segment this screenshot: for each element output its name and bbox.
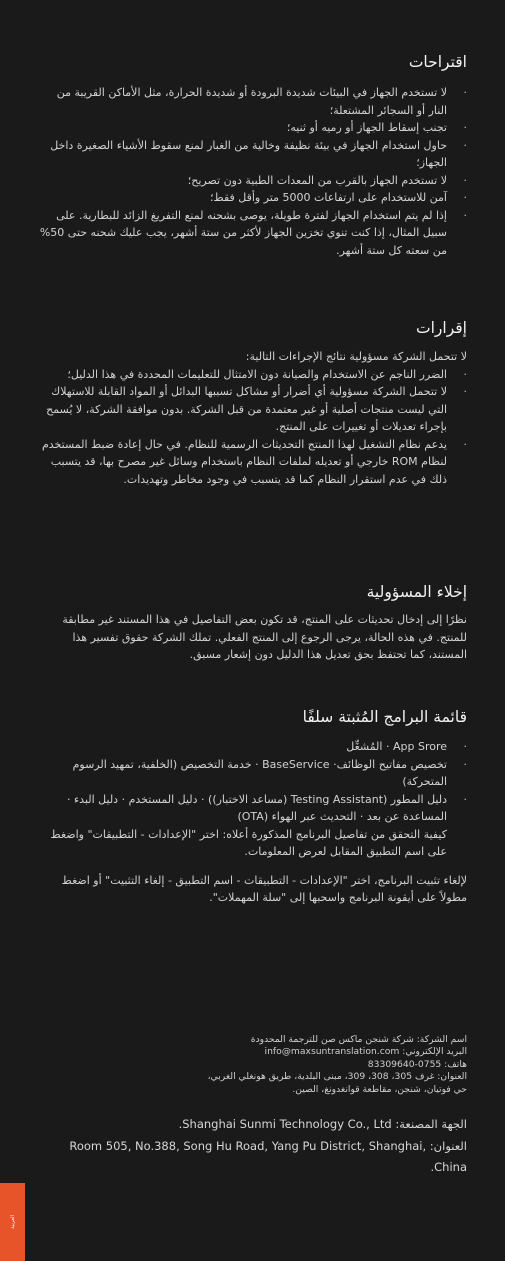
contact-block: [207, 1034, 467, 1096]
list-item: · الضرر الناجم عن الاستخدام والصيانة دون الامتثال للتعليمات المحددة في هذا الدليل؛: [67, 367, 467, 381]
disclaimer-text: نظرًا إلى إدخال تحديثات على المنتج، قد تكون بعض التفاصيل في هذا المستند غير مطابقة للمنتج. في هذه الحالة، يرجى الرجوع إلى المنتج الفعلي. تملك الشركة حقوق تفسير هذا المستند، كما تحتفظ بحق تعديل هذا الدليل دون إشعار مسبق.: [62, 613, 467, 661]
language-tab-label: العربية: [9, 1215, 16, 1229]
suggestions-section: [37, 51, 467, 259]
list-item: · لا تتحمل الشركة مسؤولية أي أضرار أو مشاكل تسببها البدائل أو المواد القابلة للاستهلاك التي ليست منتجات أصلية أو غير معتمدة من قبل الشركة. بدون موافقة الشركة، لا يُسمح بإجراء تعديلات أو تغييرات على المنتج.: [46, 385, 467, 433]
declarations-section: [37, 317, 467, 488]
manufacturer-block: [47, 1114, 467, 1179]
list-item: · آمن للاستخدام على ارتفاعات 5000 متر وأقل فقط؛: [210, 191, 467, 204]
suggestions-title: اقتراحات: [408, 53, 467, 71]
list-item: · لا تستخدم الجهاز بالقرب من المعدات الطبية دون تصريح؛: [187, 173, 467, 187]
list-item: · دليل المطور (Testing Assistant (مساعد الاختبار)) · دليل المستخدم · دليل البدء · المساعدة عن بعد · التحديث عبر الهواء (OTA): [67, 792, 467, 823]
suggestions-list: [37, 84, 467, 259]
uninstall-text: لإلغاء تثبيت البرنامج، اختر "الإعدادات - التطبيقات - اسم التطبيق - إلغاء التثبيت" أو اضغط مطولاً على أيقونة البرنامج واسحبها إلى "سلة المهملات".: [61, 873, 467, 904]
disclaimer-title: إخلاء المسؤولية: [366, 583, 467, 601]
preinstalled-section: [37, 706, 467, 907]
preinstalled-list: [37, 738, 467, 826]
contact-phone: هاتف: 0755-83309640: [367, 1058, 467, 1070]
list-item: · لا تستخدم الجهاز في البيئات شديدة البرودة أو شديدة الحرارة، مثل الأماكن القريبة من النار أو السجائر المشتعلة؛: [56, 86, 467, 117]
declarations-intro: لا تتحمل الشركة مسؤولية نتائج الإجراءات التالية:: [245, 350, 467, 363]
contact-email: البريد الإلكتروني: info@maxsuntranslation.com: [264, 1046, 467, 1058]
preinstalled-howto: كيفية التحقق من تفاصيل البرنامج المذكورة أعلاه: اختر "الإعدادات - التطبيقات" واضغط على اسم التطبيق المقابل لعرض المعلومات.: [50, 827, 447, 858]
declarations-list: [37, 366, 467, 489]
disclaimer-section: [37, 581, 467, 664]
list-item: · تجنب إسقاط الجهاز أو رميه أو ثنيه؛: [286, 121, 467, 134]
list-item: · يدعم نظام التشغيل لهذا المنتج التحديثات الرسمية للنظام. في حال إعادة ضبط المستخدم لنظام ROM خارجي أو تعديله لملفات النظام باستخدام وسائل غير مصرح بها، قد يتسبب ذلك في عدم استقرار النظام كما قد يتسبب في وجود مخاطر وتهديدات.: [41, 437, 467, 486]
language-tab: [0, 1183, 25, 1261]
manufacturer-address: العنوان: Room 505, No.388, Song Hu Road, Yang Pu District, Shanghai, China.: [69, 1138, 467, 1174]
declarations-title: إقرارات: [416, 319, 467, 337]
list-item: · App Srore · المُشغِّل: [346, 740, 467, 753]
preinstalled-title: قائمة البرامج المُثبتة سلفًا: [302, 708, 467, 726]
contact-address: العنوان: غرف 305، 308، 309، مبنى البلدية، طريق هونغلي الغربي، حي فوتيان، شنجن، مقاطعة قوانغدونغ، الصين.: [207, 1071, 467, 1095]
manufacturer-name: الجهة المصنعة: Shanghai Sunmi Technology Co., Ltd.: [178, 1117, 467, 1131]
list-item: · تخصيص مفاتيح الوظائف· BaseService · خدمة التخصيص (الخلفية، تمهيد الرسوم المتحركة): [72, 757, 467, 788]
list-item: · إذا لم يتم استخدام الجهاز لفترة طويلة، يوصى بشحنه لمنع التفريغ الزائد للبطارية. على سبيل المثال، إذا كنت تنوي تخزين الجهاز لأكثر من ستة أشهر، يجب عليك شحنه حتى 50% من سعته كل ستة أشهر.: [39, 208, 467, 257]
list-item: · حاول استخدام الجهاز في بيئة نظيفة وخالية من الغبار لمنع سقوط الأشياء الصغيرة داخل الجهاز؛: [50, 138, 467, 169]
contact-company: اسم الشركة: شركة شنجن ماكس صن للترجمة المحدودة: [250, 1034, 467, 1045]
